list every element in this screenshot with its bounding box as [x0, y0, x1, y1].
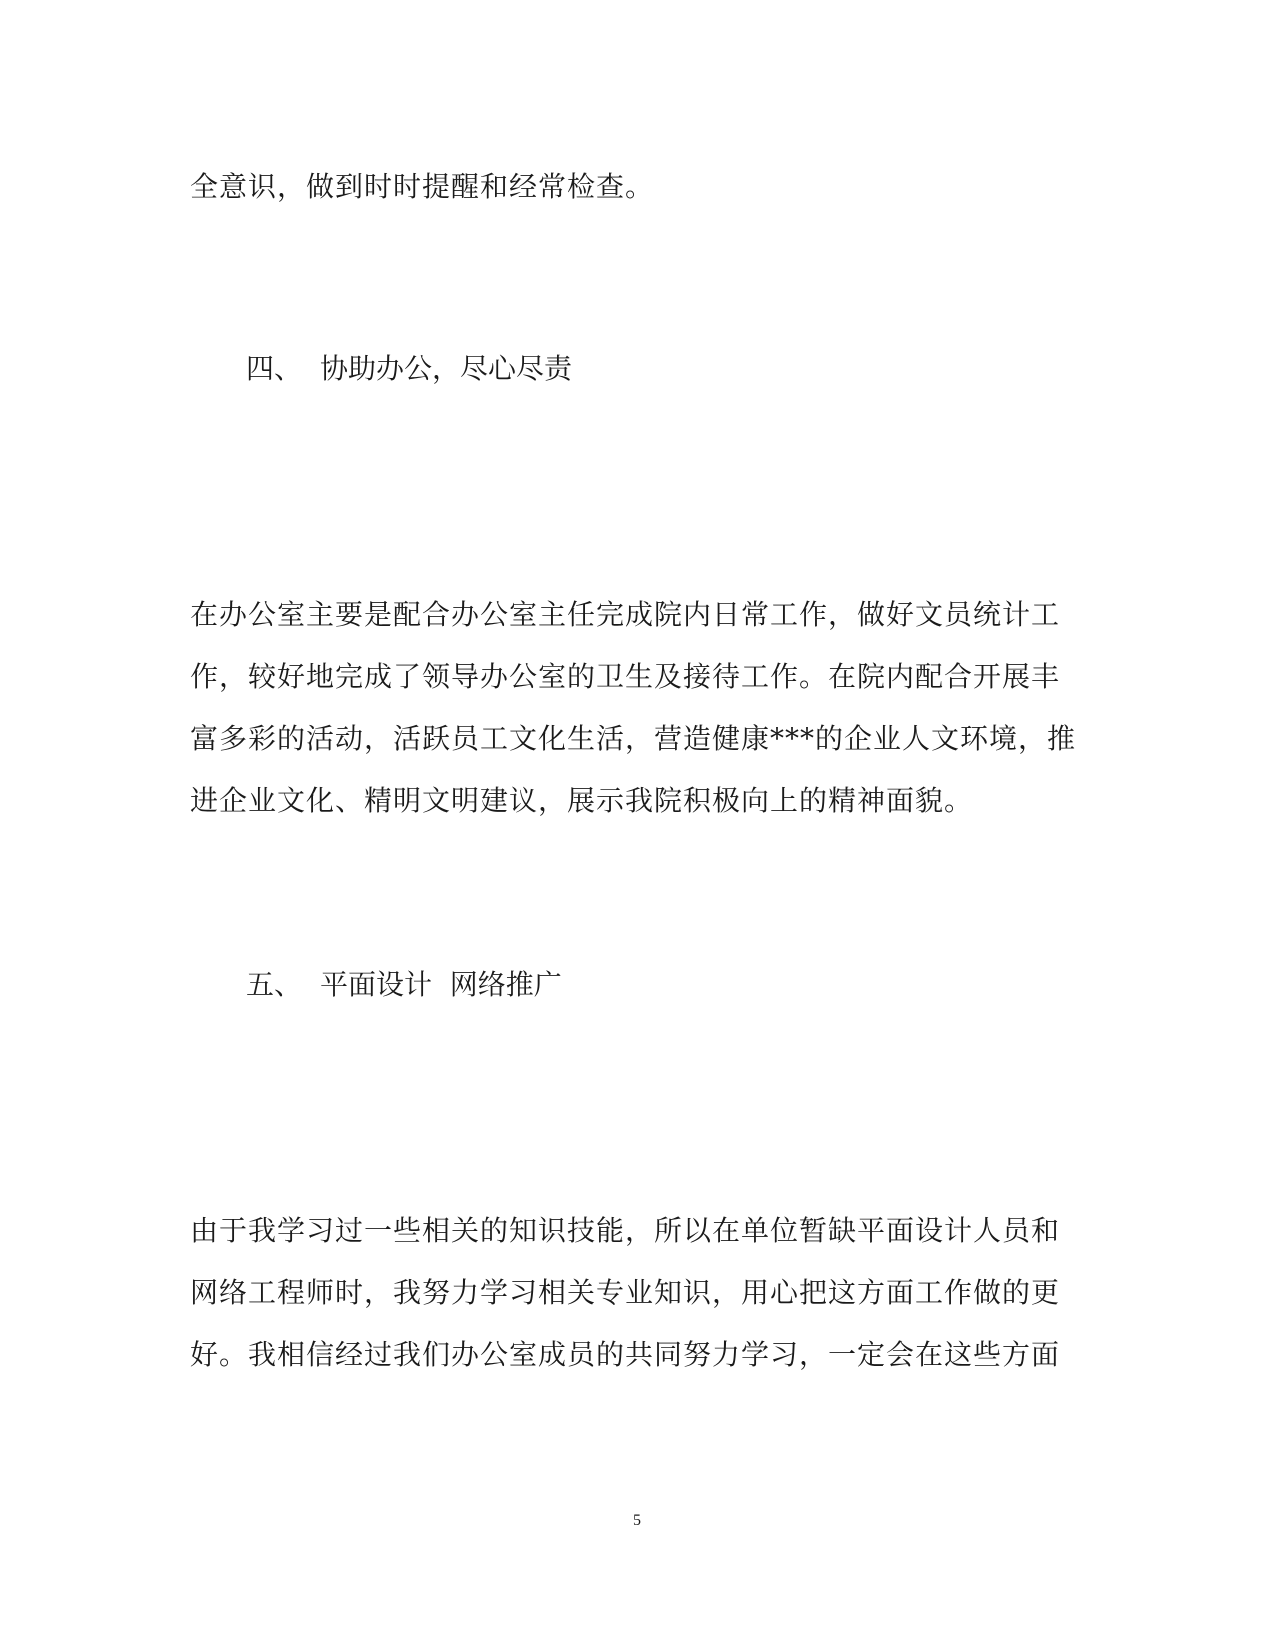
section-title: 协助办公，尽心尽责	[320, 352, 573, 385]
paragraph-line: 好。我相信经过我们办公室成员的共同努力学习，一定会在这些方面	[190, 1338, 1061, 1371]
paragraph-line: 网络工程师时，我努力学习相关专业知识，用心把这方面工作做的更	[190, 1276, 1061, 1309]
section-title: 平面设计 网络推广	[320, 968, 562, 1001]
section-heading-4	[246, 352, 572, 386]
page-number: 5	[633, 1512, 641, 1529]
section-number: 五、	[246, 968, 303, 1001]
paragraph-line: 由于我学习过一些相关的知识技能，所以在单位暂缺平面设计人员和	[190, 1214, 1061, 1247]
paragraph-line: 作，较好地完成了领导办公室的卫生及接待工作。在院内配合开展丰	[190, 660, 1061, 693]
paragraph-line: 全意识，做到时时提醒和经常检查。	[190, 170, 655, 203]
section-heading-5	[246, 968, 562, 1002]
paragraph-line: 在办公室主要是配合办公室主任完成院内日常工作，做好文员统计工	[190, 598, 1061, 631]
paragraph-line: 进企业文化、精明文明建议，展示我院积极向上的精神面貌。	[190, 784, 974, 817]
paragraph-line: 富多彩的活动，活跃员工文化生活，营造健康***的企业人文环境，推	[190, 722, 1077, 755]
section-number: 四、	[246, 352, 303, 385]
